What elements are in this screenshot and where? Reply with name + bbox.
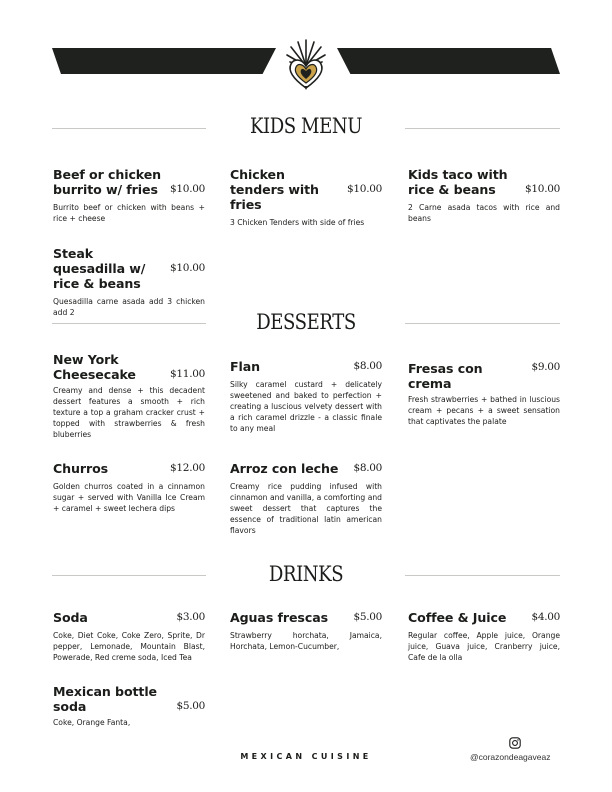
item-description: 3 Chicken Tenders with side of fries [230, 218, 365, 227]
item-price: $9.00 [531, 361, 560, 373]
menu-item [230, 461, 382, 536]
instagram-handle[interactable]: @corazondeagaveaz [470, 752, 551, 762]
item-name: Steak quesadilla w/ rice & beans [53, 246, 146, 291]
item-price: $10.00 [170, 183, 205, 195]
item-price: $11.00 [170, 368, 205, 380]
menu-item [53, 167, 205, 224]
item-price: $12.00 [170, 462, 205, 474]
item-name: Beef or chicken burrito w/ fries [53, 167, 162, 197]
section-title-desserts: DESSERTS [256, 310, 356, 334]
item-price: $10.00 [170, 262, 205, 274]
item-description: Creamy rice pudding infused with cinnamon and vanilla, a comforting and sweet dessert that captures the essence of traditional latin american flavors [230, 482, 382, 535]
section-title-drinks: DRINKS [268, 562, 344, 586]
agave-heart-logo-icon [282, 36, 330, 90]
menu-item [53, 352, 205, 440]
item-description: 2 Carne asada tacos with rice and beans [408, 203, 560, 223]
item-description: Regular coffee, Apple juice, Orange juice, Guava juice, Cranberry juice, Cafe de la olla [408, 631, 560, 662]
section-rule [52, 128, 206, 129]
item-description: Golden churros coated in a cinnamon sugar + served with Vanilla Ice Cream + caramel + sweet lechera dips [53, 482, 205, 513]
item-description: Coke, Diet Coke, Coke Zero, Sprite, Dr pepper, Lemonade, Mountain Blast, Powerade, Red creme soda, Iced Tea [53, 631, 205, 662]
menu-item [53, 610, 205, 663]
section-rule [52, 575, 206, 576]
item-price: $3.00 [176, 611, 205, 623]
menu-item [230, 167, 382, 228]
item-description: Strawberry horchata, Jamaica, Horchata, Lemon-Cucumber, [230, 631, 382, 651]
item-name: Soda [53, 610, 88, 625]
item-name: Chicken tenders with fries [230, 167, 319, 212]
header-bar-left [52, 48, 276, 74]
menu-item [408, 610, 560, 663]
menu-item [230, 610, 382, 652]
item-name: Arroz con leche [230, 461, 339, 476]
item-price: $8.00 [353, 462, 382, 474]
item-price: $5.00 [353, 611, 382, 623]
item-description: Coke, Orange Fanta, [53, 718, 131, 727]
menu-item [408, 361, 560, 427]
section-rule [405, 128, 560, 129]
menu-item [53, 246, 205, 318]
item-price: $10.00 [525, 183, 560, 195]
section-rule [52, 323, 206, 324]
section-rule [405, 323, 560, 324]
item-name: Fresas con crema [408, 361, 483, 391]
item-price: $4.00 [531, 611, 560, 623]
item-price: $8.00 [353, 360, 382, 372]
item-name: Churros [53, 461, 109, 476]
item-name: Kids taco with rice & beans [408, 167, 508, 197]
menu-item [408, 167, 560, 224]
instagram-icon[interactable] [509, 737, 521, 749]
section-rule [405, 575, 560, 576]
item-description: Fresh strawberries + bathed in luscious cream + pecans + a sweet sensation that captivates the palate [408, 395, 560, 426]
item-price: $5.00 [176, 700, 205, 712]
item-description: Burrito beef or chicken with beans + rice + cheese [53, 203, 205, 223]
item-name: New York Cheesecake [53, 352, 136, 382]
item-name: Coffee & Juice [408, 610, 507, 625]
item-description: Quesadilla carne asada add 3 chicken add 2 [53, 297, 205, 317]
section-title-kids: KIDS MENU [249, 114, 363, 138]
item-name: Aguas frescas [230, 610, 328, 625]
menu-item [53, 461, 205, 514]
item-description: Creamy and dense + this decadent dessert features a smooth + rich texture a top a graham cracker crust + topped with strawberries & fresh bluberries [53, 386, 205, 439]
item-description: Silky caramel custard + delicately sweetened and baked to perfection + creating a luscious velvety dessert with a rich caramel drizzle - a classic finale to any meal [230, 380, 382, 433]
item-name: Flan [230, 359, 260, 374]
item-price: $10.00 [347, 183, 382, 195]
menu-item [53, 684, 205, 728]
item-name: Mexican bottle soda [53, 684, 157, 714]
footer-tagline: MEXICAN CUISINE [240, 752, 372, 761]
menu-item [230, 359, 382, 434]
header-bar-right [337, 48, 560, 74]
